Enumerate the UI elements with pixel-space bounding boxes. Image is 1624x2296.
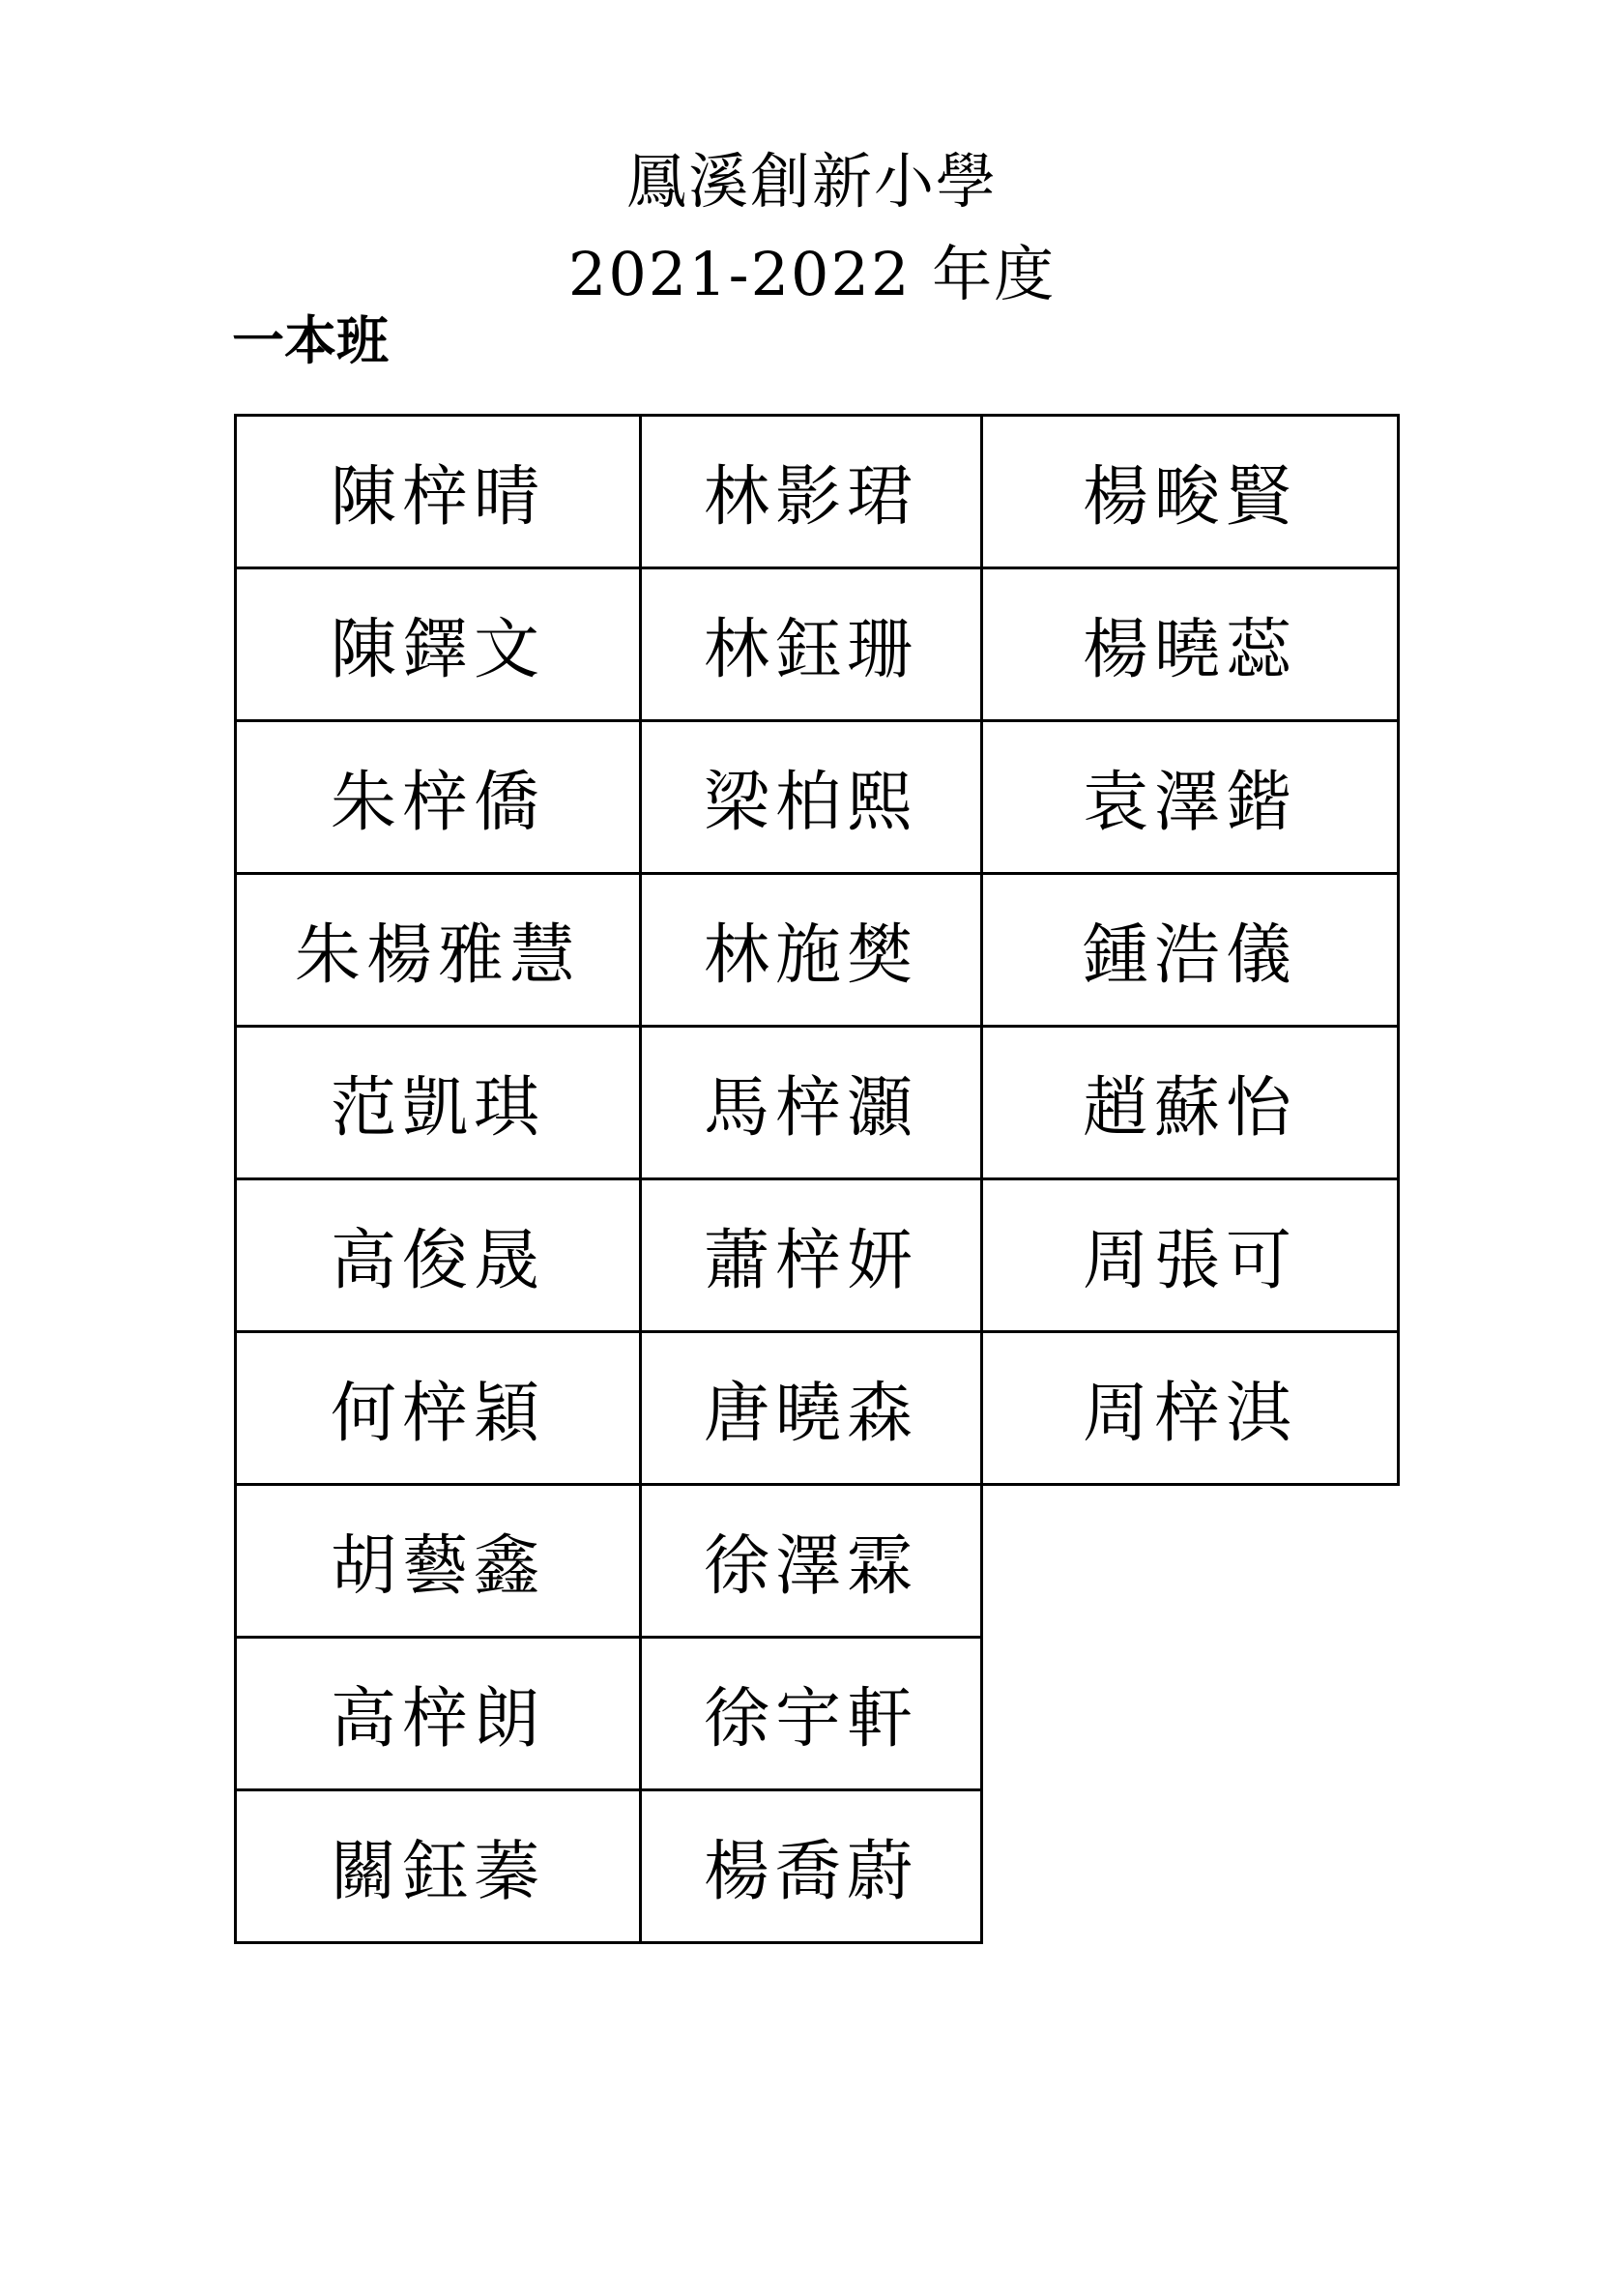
student-name-cell: 林影珺 <box>639 414 983 569</box>
student-name-cell: 鍾浩儀 <box>980 872 1400 1028</box>
student-name-cell: 楊畯賢 <box>980 414 1400 569</box>
student-name-cell: 陳梓晴 <box>234 414 642 569</box>
student-name-cell: 何梓穎 <box>234 1330 642 1486</box>
student-name-cell: 陳鐸文 <box>234 567 642 722</box>
student-name-cell: 徐澤霖 <box>639 1483 983 1639</box>
student-name-cell: 楊曉蕊 <box>980 567 1400 722</box>
document-header <box>0 135 1624 321</box>
school-name: 鳳溪創新小學 <box>625 146 998 217</box>
student-name-cell: 林鈺珊 <box>639 567 983 722</box>
class-name: 一本班 <box>232 310 389 371</box>
student-name-cell: 蕭梓妍 <box>639 1177 983 1333</box>
student-name-cell: 馬梓灝 <box>639 1025 983 1180</box>
student-name-cell: 袁澤鍇 <box>980 719 1400 875</box>
student-name-cell: 高梓朗 <box>234 1636 642 1791</box>
school-year: 2021-2022 年度 <box>567 239 1057 309</box>
student-name-cell: 范凱琪 <box>234 1025 642 1180</box>
student-name-cell: 朱梓僑 <box>234 719 642 875</box>
student-name-cell: 趙蘇怡 <box>980 1025 1400 1180</box>
student-name-cell: 關鈺蓁 <box>234 1788 642 1944</box>
student-name-cell: 林施樊 <box>639 872 983 1028</box>
student-name-cell: 唐曉森 <box>639 1330 983 1486</box>
student-name-cell: 周張可 <box>980 1177 1400 1333</box>
student-name-cell: 楊喬蔚 <box>639 1788 983 1944</box>
student-name-cell: 朱楊雅慧 <box>234 872 642 1028</box>
student-name-cell: 徐宇軒 <box>639 1636 983 1791</box>
student-name-cell: 梁柏熙 <box>639 719 983 875</box>
student-name-cell: 高俊晟 <box>234 1177 642 1333</box>
student-name-cell: 胡藝鑫 <box>234 1483 642 1639</box>
student-name-cell: 周梓淇 <box>980 1330 1400 1486</box>
